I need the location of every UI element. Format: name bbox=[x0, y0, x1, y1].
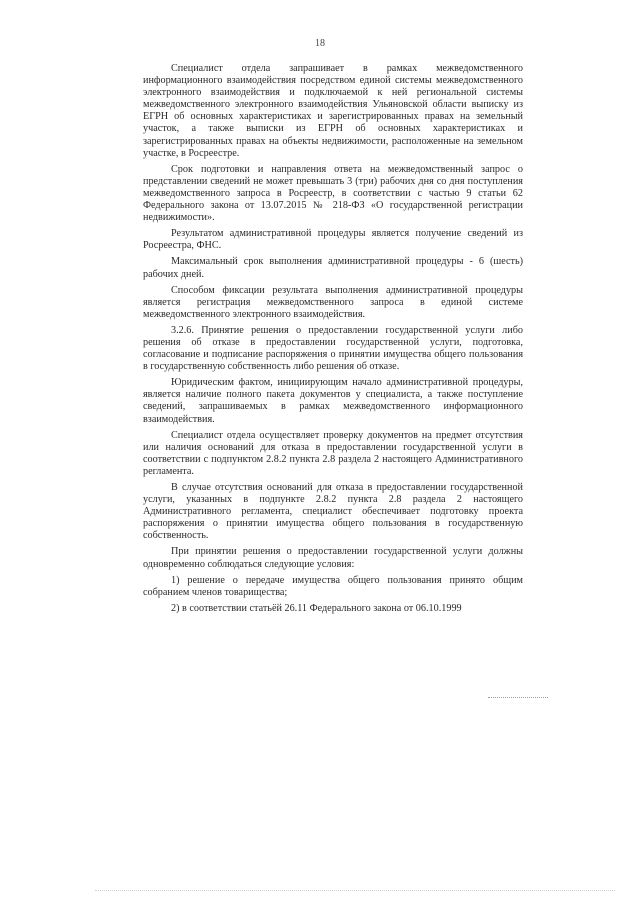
paragraph-fixation: Способом фиксации результата выполнения административной процедуры является регистрация межведомственного запроса в единой системе межведомственного электронного взаимодействия. bbox=[143, 284, 523, 320]
paragraph-result: Результатом административной процедуры является получение сведений из Росреестра, ФНС. bbox=[143, 228, 523, 252]
paragraph-section-3-2-6: 3.2.6. Принятие решения о предоставлении государственной услуги либо решения об отказе в предоставлении государственной услуги, подготовка, согласование и подписание распоряжения о принятии имущества общего пользования в государственную собственность либо решения об отказе. bbox=[143, 324, 523, 373]
document-body bbox=[143, 63, 523, 615]
paragraph-verification: Специалист отдела осуществляет проверку документов на предмет отсутствия или наличия оснований для отказа в предоставлении государственной услуги в соответствии с подпунктом 2.8.2 пункта 2.8 раздела 2 настоящего Административного регламента. bbox=[143, 429, 523, 477]
paragraph-no-grounds: В случае отсутствия оснований для отказа в предоставлении государственной услуги, указанных в подпункте 2.8.2 пункта 2.8 раздела 2 настоящего Административного регламента, специалист обеспечивает подготовку проекта распоряжения о принятии имущества общего пользования в государственную собственность. bbox=[143, 482, 523, 542]
paragraph-request: Специалист отдела запрашивает в рамках межведомственного информационного взаимодействия посредством единой системы межведомственного электронного взаимодействия и подключаемой к ней региональной системы межведомственного электронного взаимодействия Ульяновской области выписку из ЕГРН об основных характеристиках и зарегистрированных правах на земельный участок, а также выписки из ЕГРН об основных характеристиках и зарегистрированных правах на объекты недвижимости, расположенные на земельном участке, в Росреестре. bbox=[143, 63, 523, 159]
dotted-line-mark bbox=[488, 697, 548, 698]
paragraph-deadline: Срок подготовки и направления ответа на межведомственный запрос о представлении сведений не может превышать 3 (три) рабочих дня со дня поступления межведомственного запроса в Росреестр, в соответствии с частью 9 статьи 62 Федерального закона от 13.07.2015 № 218-ФЗ «О государственной регистрации недвижимости». bbox=[143, 163, 523, 224]
paragraph-condition-1: 1) решение о передаче имущества общего пользования принято общим собранием членов товарищества; bbox=[143, 574, 523, 598]
paragraph-condition-2: 2) в соответствии статьёй 26.11 Федерального закона от 06.10.1999 bbox=[171, 602, 462, 614]
scan-edge-marks bbox=[95, 890, 615, 891]
paragraph-conditions: При принятии решения о предоставлении государственной услуги должны одновременно соблюдаться следующие условия: bbox=[143, 546, 523, 570]
paragraph-legal-fact: Юридическим фактом, инициирующим начало административной процедуры, является наличие полного пакета документов у специалиста, а также поступление сведений, запрашиваемых в рамках межведомственного информационного взаимодействия. bbox=[143, 377, 523, 425]
paragraph-max-term: Максимальный срок выполнения административной процедуры - 6 (шесть) рабочих дней. bbox=[143, 256, 523, 280]
page-number: 18 bbox=[315, 38, 325, 49]
